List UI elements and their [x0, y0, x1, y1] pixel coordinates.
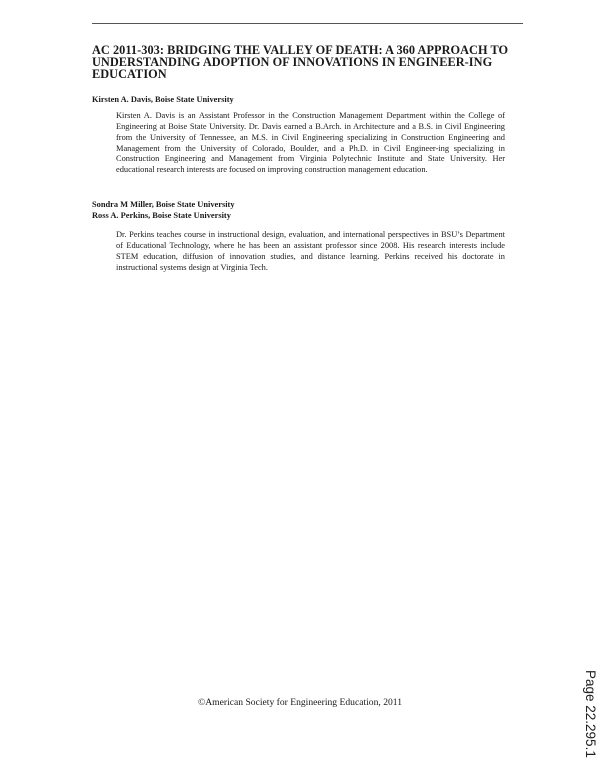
page-number-text: Page 22.295.1 [583, 670, 598, 758]
paper-title: AC 2011-303: BRIDGING THE VALLEY OF DEATH: A 360 APPROACH TO UNDERSTANDING ADOPTION OF INNOVATIONS IN ENGINEER-ING EDUCATION [92, 43, 509, 81]
author-name-davis: Kirsten A. Davis, Boise State University [92, 95, 234, 104]
author-name-miller: Sondra M Miller, Boise State University [92, 200, 235, 209]
top-rule [92, 23, 523, 24]
author-name-perkins: Ross A. Perkins, Boise State University [92, 211, 231, 220]
copyright-footer: ©American Society for Engineering Education, 2011 [197, 697, 403, 708]
author-bio-davis: Kirsten A. Davis is an Assistant Professor in the Construction Management Department within the College of Engineering at Boise State University. Dr. Davis earned a B.Arch. in Architecture and a B.S. in Civil Engineering from the University of Tennessee, an M.S. in Civil Engineering specializing in Construction Engineering and Management from the University of Colorado, Boulder, and a Ph.D. in Civil Engineer-ing specializing in Construction Engineering and Management from Virginia Polytechnic Institute and State University. Her educational research interests are focused on improving construction management education. [116, 111, 505, 175]
author-bio-perkins: Dr. Perkins teaches course in instructional design, evaluation, and international perspectives in BSU’s Department of Educational Technology, where he has been an assistant professor since 2008. His research interests include STEM education, diffusion of innovation studies, and distance learning. Perkins received his doctorate in instructional systems design at Virginia Tech. [116, 230, 505, 272]
page-number-stamp [578, 670, 600, 770]
